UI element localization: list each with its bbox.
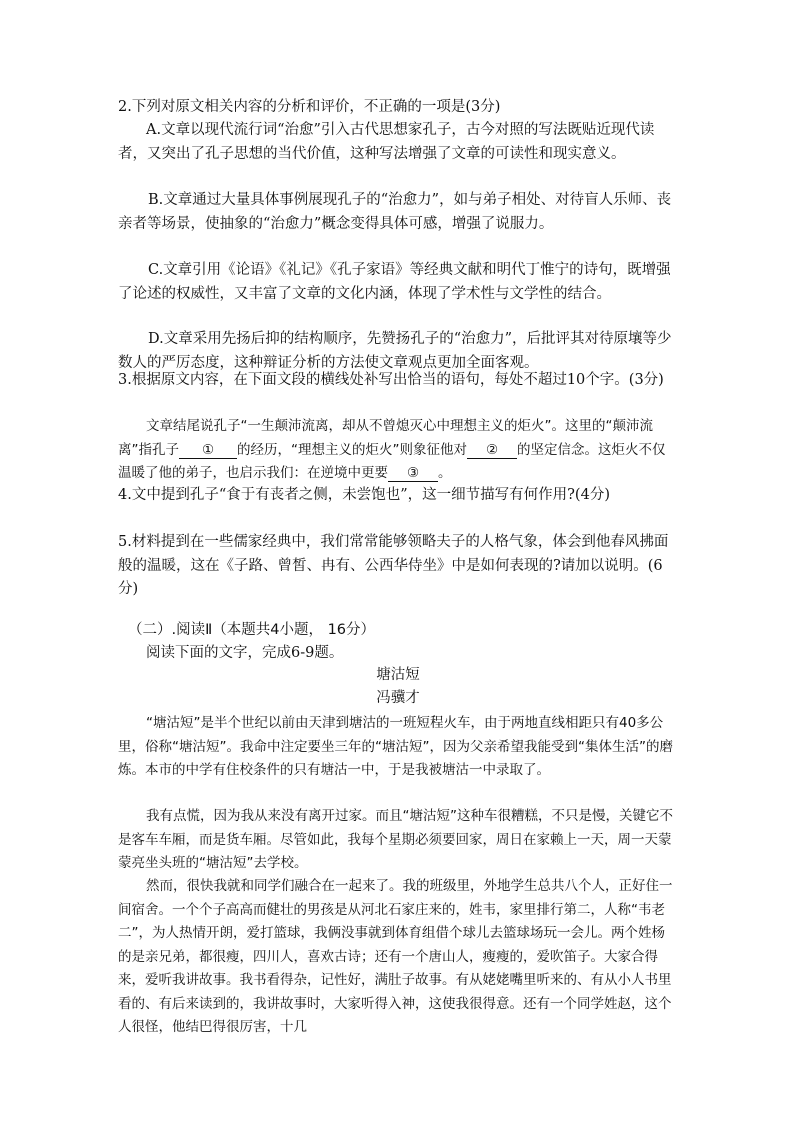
story-title: 塘沽短 <box>376 667 420 683</box>
q2-stem: 2.下列对原文相关内容的分析和评价，不正确的一项是(3分) <box>118 99 501 115</box>
q3-text-a: 文章结尾说孔子“一生颠沛流离，却从不曾熄灭心中理想主义的炬火”。这里的“颠沛流离”指孔子 <box>118 418 653 458</box>
story-paragraph-1: “塘沽短”是半个世纪以前由天津到塘沽的一班短程火车，由于两地直线相距只有40多公里，俗称“塘沽短”。我命中注定要坐三年的“塘沽短”，因为父亲希望我能受到“集体生活”的磨炼。本市的中学有住校条件的只有塘沽一中，于是我被塘沽一中录取了。 <box>118 715 673 778</box>
story-author: 冯骥才 <box>376 690 420 706</box>
q5-stem: 5.材料提到在一些儒家经典中，我们常常能够领略夫子的人格气象，体会到他春风拂面般的温暖，这在《子路、曾皙、冉有、公西华侍坐》中是如何表现的?请加以说明。(6分) <box>118 534 669 597</box>
q3-stem: 3.根据原文内容，在下面文段的横线处补写出恰当的语句，每处不超过10个字。(3分) <box>118 372 664 388</box>
q2-option-d: D.文章采用先扬后抑的结构顺序，先赞扬孔子的“治愈力”，后批评其对待原壤等少数人的严厉态度，这种辩证分析的方法使文章观点更加全面客观。 <box>118 331 672 371</box>
q3-text-b: 的经历，“理想主义的炬火”则象征他对 <box>237 441 467 458</box>
section-instruction: 阅读下面的文字，完成6-9题。 <box>146 645 344 661</box>
q4-stem: 4.文中提到孔子“食于有丧者之侧，未尝饱也”，这一细节描写有何作用?(4分) <box>118 487 610 503</box>
story-paragraph-2: 我有点慌，因为我从来没有离开过家。而且“塘沽短”这种车很糟糕，不只是慢，关键它不是客车车厢，而是货车厢。尽管如此，我每个星期必须要回家，周日在家赖上一天，周一天蒙蒙亮坐头班的“塘沽短”去学校。 <box>118 808 673 871</box>
blank-2[interactable]: ② <box>467 442 517 459</box>
q3-text-end: 。 <box>438 465 452 481</box>
q2-option-b: B.文章通过大量具体事例展现孔子的“治愈力”，如与弟子相处、对待盲人乐师、丧亲者等场景，使抽象的“治愈力”概念变得具体可感，增强了说服力。 <box>118 192 672 232</box>
section-heading: （二）.阅读Ⅱ（本题共4小题， 16分） <box>128 622 376 638</box>
q3-text-c: 的坚定信念。这炬火不仅温暖了他的弟子，也启示我们：在逆境中更要 <box>118 441 666 481</box>
blank-3[interactable]: ③ <box>388 465 438 482</box>
q2-option-a: A.文章以现代流行词“治愈”引入古代思想家孔子，古今对照的写法既贴近现代读者，又突出了孔子思想的当代价值，这种写法增强了文章的可读性和现实意义。 <box>118 122 655 162</box>
q3-passage <box>118 415 678 486</box>
story-paragraph-3: 然而，很快我就和同学们融合在一起来了。我的班级里，外地学生总共八个人，正好住一间宿舍。一个个子高高而健壮的男孩是从河北石家庄来的，姓韦，家里排行第二，人称“韦老二”，为人热情开朗，爱打篮球，我俩没事就到体育组借个球儿去篮球场玩一会儿。两个姓杨的是亲兄弟，都很瘦，四川人，喜欢古诗；还有一个唐山人，瘦瘦的，爱吹笛子。大家合得来，爱听我讲故事。我书看得杂，记性好，满肚子故事。有从姥姥嘴里听来的、有从小人书里看的、有后来读到的，我讲故事时，大家听得入神，这使我很得意。还有一个同学姓赵，这个人很怪，他结巴得很厉害，十几 <box>118 878 673 1035</box>
blank-1[interactable]: ① <box>179 442 237 459</box>
q2-option-c: C.文章引用《论语》《礼记》《孔子家语》等经典文献和明代丁惟宁的诗句，既增强了论述的权威性，又丰富了文章的文化内涵，体现了学术性与文学性的结合。 <box>118 262 671 302</box>
